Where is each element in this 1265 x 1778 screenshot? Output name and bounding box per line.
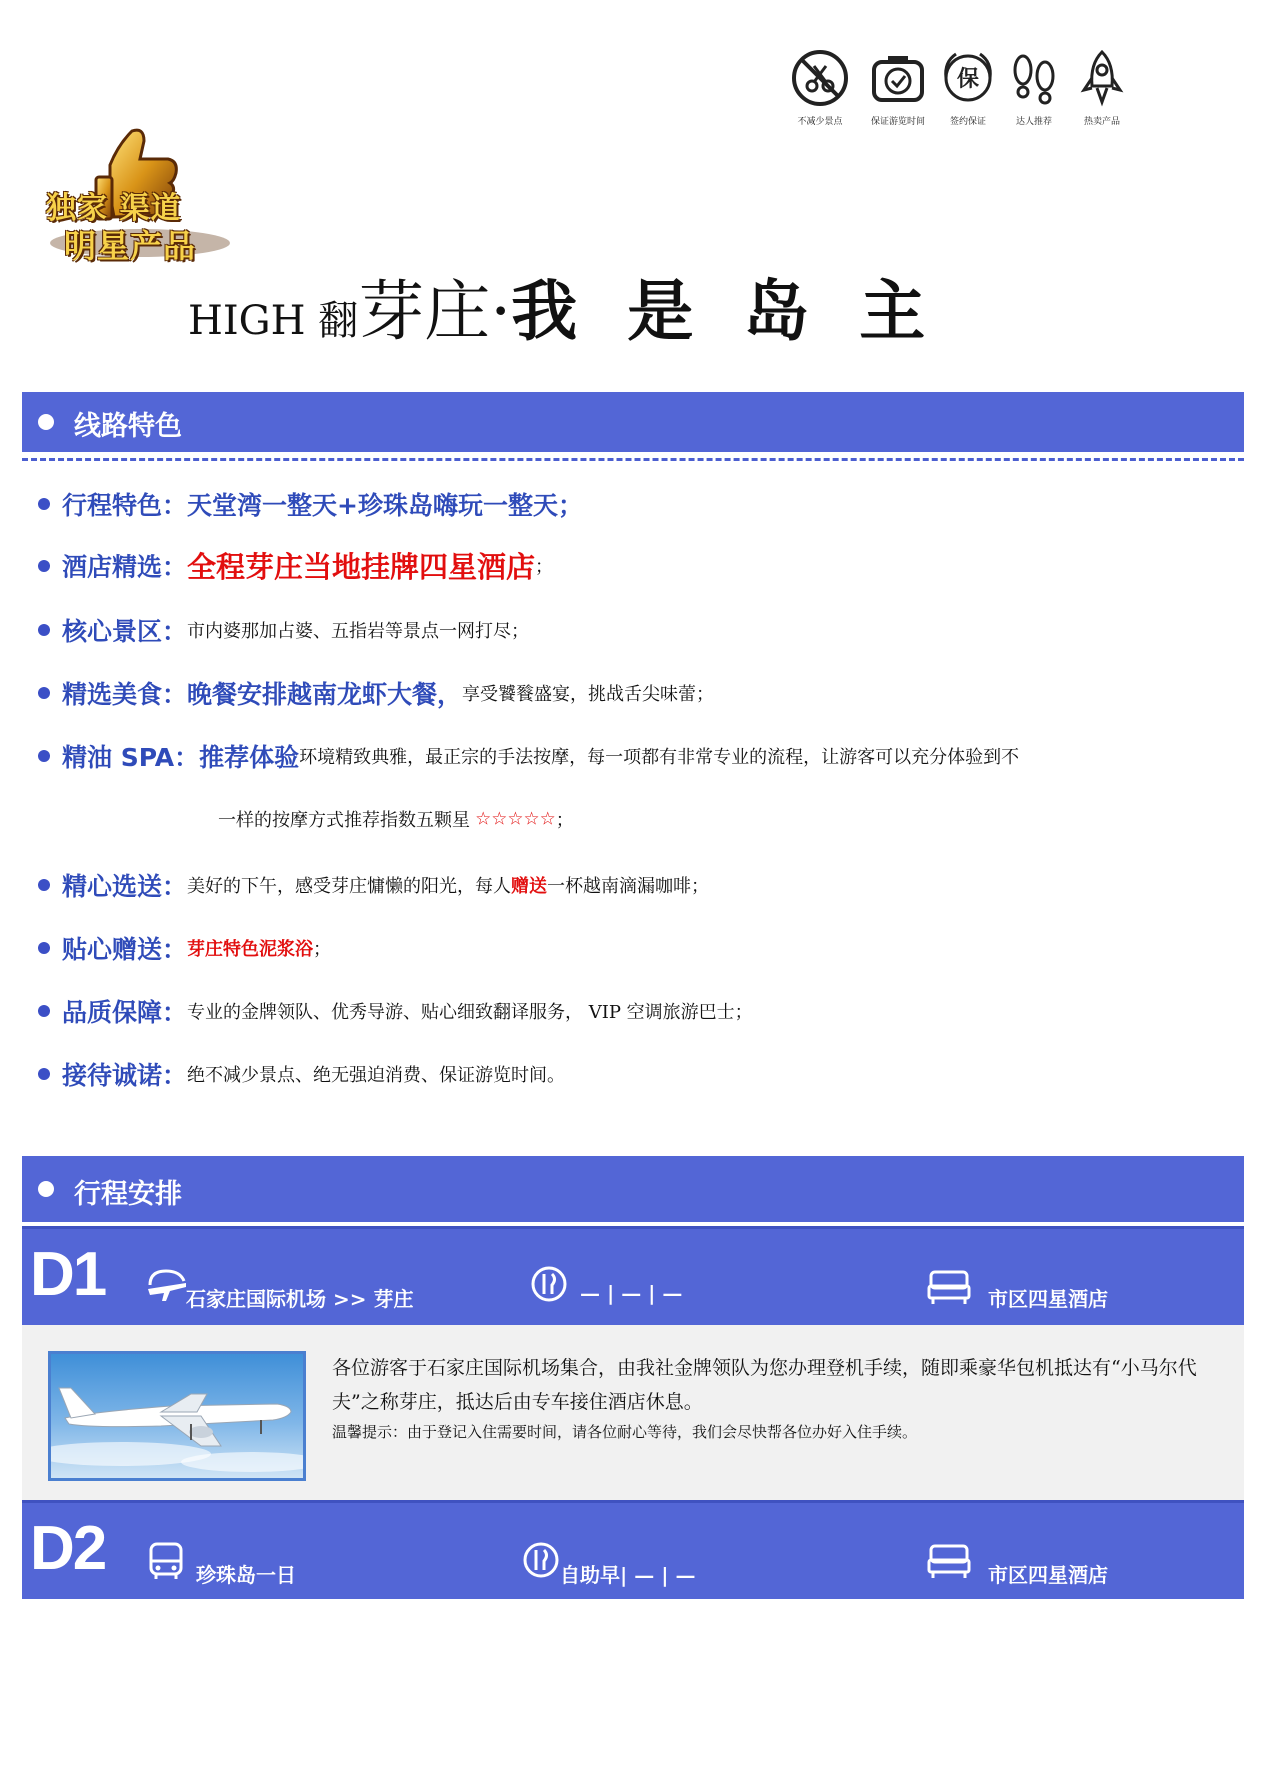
badge-line2: 明星产品 [64,227,197,265]
bullet [38,879,50,891]
day-body-d1 [22,1325,1244,1501]
feature-hotel [38,545,1238,586]
feature-red: 芽庄特色泥浆浴 [187,939,314,960]
star-rating: ☆☆☆☆☆ [475,808,556,830]
feature-label: 核心景区： [62,617,188,646]
airplane-photo [48,1351,306,1481]
service-icon-strip [785,48,1165,138]
feature-text2: 一样的按摩方式推荐指数五颗星 [218,810,470,831]
bullet [38,942,50,954]
meal-icon [530,1265,568,1303]
bullet [38,1068,50,1080]
feature-text: 享受饕餮盛宴，挑战舌尖味蕾； [462,684,715,705]
feature-highlight: 晚餐安排越南龙虾大餐， [187,680,463,709]
day-hotel: 市区四星酒店 [988,1563,1108,1587]
feature-scenic [38,612,1238,648]
title-part1: HIGH 翻 [188,298,359,344]
bullet [38,750,50,762]
icon-caption: 签约保证 [949,117,986,127]
section-header-schedule [22,1156,1244,1222]
icon-caption: 热卖产品 [1083,117,1120,127]
feature-label: 精油 SPA： [62,743,200,772]
day-number: D1 [30,1240,106,1309]
section-title: 线路特色 [74,411,182,442]
bullet [38,560,50,572]
feature-quality [38,993,1238,1029]
day-description [332,1351,1212,1445]
section-header-features [22,392,1244,452]
feature-label: 品质保障： [62,998,188,1027]
footprints-icon [1004,48,1064,108]
feature-label: 精心选送： [62,872,188,901]
feature-spa-continued [218,806,1265,832]
title-part3: 我是岛主 [511,273,976,350]
day-tip: 温馨提示：由于登记入住需要时间，请各位耐心等待，我们会尽快帮各位办好入住手续。 [332,1423,918,1441]
feature-text: 环境精致典雅，最正宗的手法按摩，每一项都有非常专业的流程，让游客可以充分体验到不 [299,747,1020,768]
feature-food [38,675,1238,711]
feature-text: 市内婆那加占婆、五指岩等景点一网打尽； [187,621,530,642]
day-meals: 自助早| — | — [560,1563,696,1587]
section-dot [38,414,54,430]
section-dot [38,1181,54,1197]
meal-icon [522,1541,560,1579]
day-desc-text: 各位游客于石家庄国际机场集合，由我社金牌领队为您办理登机手续，随即乘豪华包机抵达有“小马尔代夫”之称芽庄，抵达后由专车接住酒店休息。 [332,1357,1197,1413]
feature-tail: ； [555,810,574,831]
feature-spa [38,738,1238,774]
bed-icon [927,1543,971,1579]
badge-line1: 独家 渠道 [46,191,182,226]
icon-cell-no-scissors [785,48,855,127]
icon-caption: 不减少景点 [797,117,843,127]
airplane-photo-art [51,1354,303,1478]
page-title [188,258,975,353]
no-scissors-icon [790,48,850,108]
day-meals: — | — | — [580,1281,683,1305]
svg-text:保: 保 [956,67,980,92]
section-title: 行程安排 [74,1179,182,1210]
day-number: D2 [30,1514,106,1583]
feature-itinerary [38,486,1238,522]
feature-label: 精选美食： [62,680,188,709]
icon-caption: 达人推荐 [1015,117,1052,127]
bed-icon [927,1269,971,1305]
feature-text: 一杯越南滴漏咖啡； [547,876,710,897]
day-route: 石家庄国际机场 >> 芽庄 [186,1287,414,1311]
guarantee-seal-icon [938,48,998,108]
feature-text: 绝不减少景点、绝无强迫消费、保证游览时间。 [187,1065,566,1086]
icon-caption: 保证游览时间 [870,117,925,127]
rocket-icon [1072,48,1132,108]
feature-tail: ； [535,556,554,578]
section-divider [22,458,1244,461]
day-bar-d2 [22,1500,1244,1599]
feature-label: 酒店精选： [62,552,188,582]
icon-cell-camera [863,48,933,127]
feature-promise [38,1056,1238,1092]
feature-text: 天堂湾一整天+珍珠岛嗨玩一整天； [187,491,583,520]
exclusive-badge [40,125,240,265]
feature-tail: ； [313,939,332,960]
feature-label: 接待诚诺： [62,1061,188,1090]
bullet [38,687,50,699]
camera-check-icon [868,48,928,108]
feature-bonus [38,930,1238,966]
bullet [38,498,50,510]
day-bar-d1 [22,1226,1244,1325]
feature-label: 贴心赠送： [62,935,188,964]
feature-text: 美好的下午，感受芽庄慵懒的阳光，每人 [187,876,512,897]
icon-cell-footprints [999,48,1069,127]
title-part2: 芽庄· [358,273,512,350]
icon-cell-rocket [1067,48,1137,127]
airplane-icon [146,1265,188,1307]
bus-icon [146,1541,186,1581]
feature-text: 专业的金牌领队、优秀导游、贴心细致翻译服务， VIP 空调旅游巴士； [187,1002,753,1023]
icon-cell-guarantee [933,48,1003,127]
feature-highlight: 推荐体验 [199,743,300,772]
bullet [38,1005,50,1017]
feature-highlight: 全程芽庄当地挂牌四星酒店 [187,550,536,584]
day-hotel: 市区四星酒店 [988,1287,1108,1311]
feature-red: 赠送 [511,876,548,897]
bullet [38,624,50,636]
day-route: 珍珠岛一日 [196,1563,296,1587]
feature-label: 行程特色： [62,491,188,520]
feature-gift [38,867,1238,903]
